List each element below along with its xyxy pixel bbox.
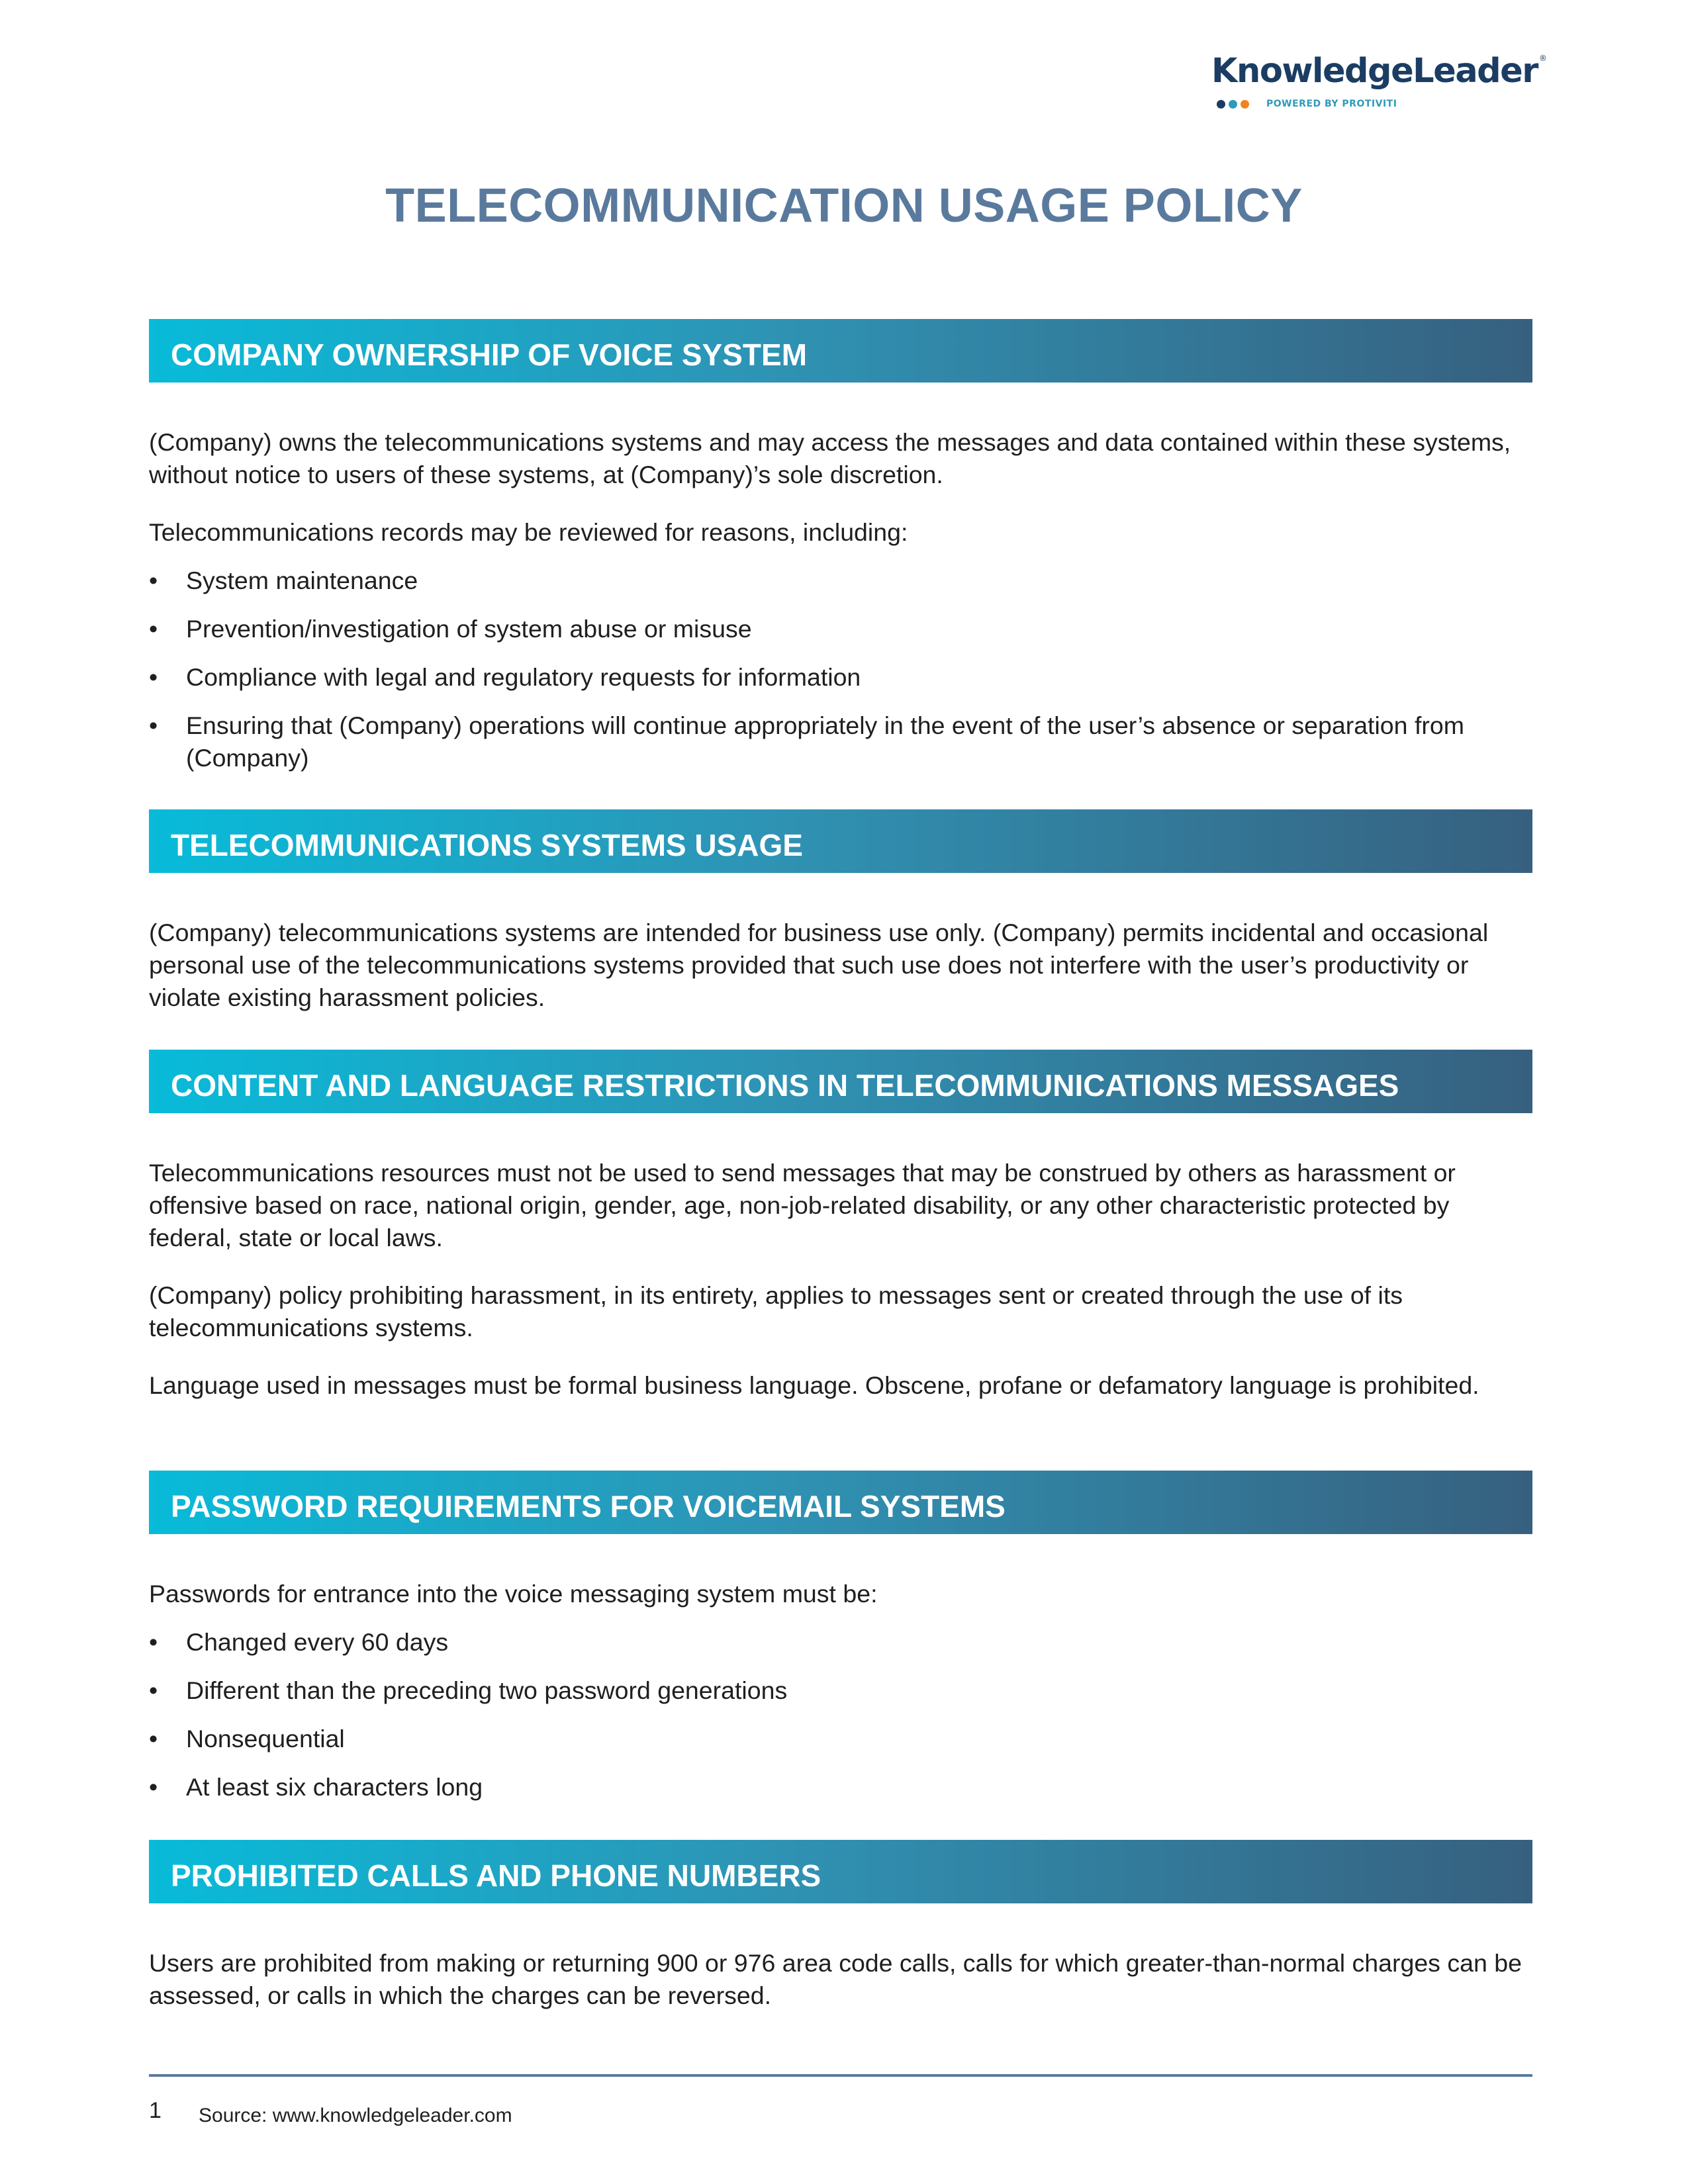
section-band-usage [149,809,1532,873]
brand-tagline: POWERED BY PROTIVITI [1266,99,1397,109]
brand-tagline-row [1211,99,1529,109]
brand-logo [1211,52,1546,109]
password-bullet-list [149,1626,1532,1803]
registered-mark: ® [1538,54,1546,63]
section-heading-prohibited: PROHIBITED CALLS AND PHONE NUMBERS [171,1858,821,1893]
section-heading-usage: TELECOMMUNICATIONS SYSTEMS USAGE [171,828,803,862]
brand-dot-2 [1229,100,1237,109]
list-item: • Prevention/investigation of system abuse or misuse [149,613,1532,645]
brand-dot-3 [1241,100,1249,109]
list-item: • Ensuring that (Company) operations will continue appropriately in the event of the user’s absence or separation from (Company) [149,709,1532,774]
section-band-prohibited [149,1840,1532,1903]
usage-paragraph-1: (Company) telecommunications systems are intended for business use only. (Company) permits incidental and occasional personal use of the telecommunications systems provided that such use does not interfere with the user’s productivity or violate existing harassment policies. [149,919,1489,1011]
password-paragraph-1: Passwords for entrance into the voice messaging system must be: [149,1580,878,1608]
page-number: 1 [149,2098,162,2123]
brand-dots-icon [1217,100,1249,109]
ownership-paragraph-1: (Company) owns the telecommunications systems and may access the messages and data contained within these systems, without notice to users of these systems, at (Company)’s sole discretion. [149,428,1511,488]
ownership-bullet-list [149,565,1532,774]
list-item: • Compliance with legal and regulatory requests for information [149,661,1532,694]
content-paragraph-3: Language used in messages must be formal business language. Obscene, profane or defamatory language is prohibited. [149,1371,1479,1399]
list-item: • Changed every 60 days [149,1626,1532,1659]
source-note: Source: www.knowledgeleader.com [199,2105,512,2126]
page-title: TELECOMMUNICATION USAGE POLICY [385,179,1303,232]
section-heading-ownership: COMPANY OWNERSHIP OF VOICE SYSTEM [171,338,808,372]
section-heading-password: PASSWORD REQUIREMENTS FOR VOICEMAIL SYSTEMS [171,1489,1006,1524]
content-paragraph-2: (Company) policy prohibiting harassment, in its entirety, applies to messages sent or created through the use of its telecommunications systems. [149,1281,1403,1342]
list-item: • Different than the preceding two password generations [149,1674,1532,1707]
footer-divider [149,2074,1532,2077]
section-heading-content: CONTENT AND LANGUAGE RESTRICTIONS IN TELECOMMUNICATIONS MESSAGES [171,1068,1399,1103]
list-item: • System maintenance [149,565,1532,597]
list-item: • Nonsequential [149,1723,1532,1755]
section-band-content [149,1050,1532,1113]
ownership-paragraph-2: Telecommunications records may be reviewed for reasons, including: [149,518,908,546]
prohibited-paragraph-1: Users are prohibited from making or returning 900 or 976 area code calls, calls for which greater-than-normal charges can be assessed, or calls in which the charges can be reversed. [149,1949,1522,2009]
section-band-ownership [149,319,1532,383]
list-item: • At least six characters long [149,1771,1532,1803]
content-paragraph-1: Telecommunications resources must not be used to send messages that may be construed by others as harassment or offensive based on race, national origin, gender, age, non-job-related disability, or any other characteristic protected by federal, state or local laws. [149,1159,1456,1251]
section-band-password [149,1471,1532,1534]
brand-name: KnowledgeLeader ® [1211,52,1546,91]
brand-dot-1 [1217,100,1225,109]
